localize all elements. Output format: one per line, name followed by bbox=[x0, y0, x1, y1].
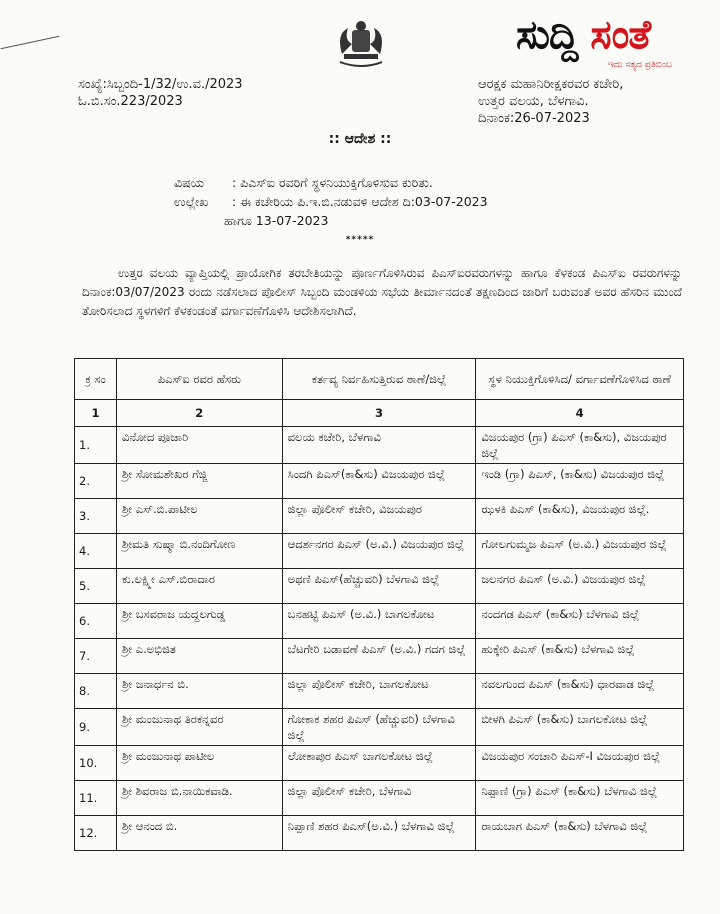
cell-current-station: ಆದರ್ಶನಗರ ಪಿಎಸ್ (ಅ.ವಿ.) ವಿಜಯಪುರ ಜಿಲ್ಲೆ bbox=[282, 534, 476, 569]
cell-serial: 10. bbox=[75, 746, 117, 781]
cell-new-station: ರಾಯಬಾಗ ಪಿಎಸ್ (ಕಾ&ಸು) ಬೆಳಗಾವಿ ಜಿಲ್ಲೆ bbox=[476, 816, 684, 851]
table-header-row bbox=[75, 359, 684, 400]
office-block bbox=[478, 76, 623, 127]
reference-text-continued: ಹಾಗೂ 13-07-2023 bbox=[224, 213, 329, 228]
cell-current-station: ಗೋಕಾಕ ಶಹರ ಪಿಎಸ್ (ಹೆಚ್ಚುವರಿ) ಬೆಳಗಾವಿ ಜಿಲ್ಲೆ bbox=[282, 709, 476, 746]
column-number: 1 bbox=[75, 400, 117, 427]
brand-part1: ಸುದ್ದಿ bbox=[516, 12, 578, 58]
brand-part2: ಸಂತೆ bbox=[590, 12, 651, 58]
order-title: :: ಆದೇಶ :: bbox=[328, 131, 392, 147]
cell-officer-name: ಶ್ರೀ ಎ.ಅಭಿಜಿತ bbox=[116, 639, 282, 674]
cell-current-station: ಬನಹಟ್ಟಿ ಪಿಎಸ್ (ಅ.ವಿ.) ಬಾಗಲಕೋಟ bbox=[282, 604, 476, 639]
cell-serial: 12. bbox=[75, 816, 117, 851]
cell-serial: 9. bbox=[75, 709, 117, 746]
cell-new-station: ಝಳಕಿ ಪಿಎಸ್ (ಕಾ&ಸು), ವಿಜಯಪುರ ಜಿಲ್ಲೆ. bbox=[476, 499, 684, 534]
cell-current-station: ಜಿಲ್ಲಾ ಪೊಲೀಸ್ ಕಚೇರಿ, ಬಾಗಲಕೋಟ bbox=[282, 674, 476, 709]
cell-current-station: ಸಿಂದಗಿ ಪಿಎಸ್(ಕಾ&ಸು) ವಿಜಯಪುರ ಜಿಲ್ಲೆ bbox=[282, 464, 476, 499]
table-row bbox=[75, 569, 684, 604]
table-row bbox=[75, 499, 684, 534]
cell-serial: 4. bbox=[75, 534, 117, 569]
table-row bbox=[75, 709, 684, 746]
column-number: 4 bbox=[476, 400, 684, 427]
table-row bbox=[75, 781, 684, 816]
cell-current-station: ನಿಪ್ಪಾಣಿ ಶಹರ ಪಿಎಸ್(ಅ.ವಿ.) ಬೆಳಗಾವಿ ಜಿಲ್ಲೆ bbox=[282, 816, 476, 851]
cell-current-station: ಲೋಕಾಪುರ ಪಿಎಸ್ ಬಾಗಲಕೋಟ ಜಿಲ್ಲೆ bbox=[282, 746, 476, 781]
cell-serial: 6. bbox=[75, 604, 117, 639]
cell-new-station: ನಂದಗಡ ಪಿಎಸ್ (ಕಾ&ಸು) ಬೆಳಗಾವಿ ಜಿಲ್ಲೆ bbox=[476, 604, 684, 639]
cell-officer-name: ಕು.ಲಕ್ಷ್ಮೀ ಎಸ್.ಬಿರಾದಾರ bbox=[116, 569, 282, 604]
table-row bbox=[75, 639, 684, 674]
cell-officer-name: ಶ್ರೀ ಮಂಜುನಾಥ ಪಾಟೀಲ bbox=[116, 746, 282, 781]
cell-officer-name: ಶ್ರೀ ಆನಂದ ಬಿ. bbox=[116, 816, 282, 851]
reference-label: ಉಲ್ಲೇಖ bbox=[174, 194, 209, 209]
table-row bbox=[75, 534, 684, 569]
cell-new-station: ವಿಜಯಪುರ ಸಂಚಾರಿ ಪಿಎಸ್-I ವಿಜಯಪುರ ಜಿಲ್ಲೆ bbox=[476, 746, 684, 781]
header-name: ಪಿಎಸ್‌ಐ ರವರ ಹೆಸರು bbox=[116, 359, 282, 400]
cell-serial: 1. bbox=[75, 427, 117, 464]
cell-serial: 7. bbox=[75, 639, 117, 674]
table-row bbox=[75, 816, 684, 851]
subject-block bbox=[174, 173, 488, 230]
order-paragraph: ಉತ್ತರ ವಲಯ ವ್ಯಾಪ್ತಿಯಲ್ಲಿ ಪ್ರಾಯೋಗಿಕ ತರಬೇತಿಯನ್ನು ಪೂರ್ಣಗೊಳಿಸಿರುವ ಪಿಎಸ್‌ಐರವರುಗಳನ್ನು ಹಾಗೂ ಕೆಳಕಂಡ ಪಿಎಸ್‌ಐ ರವರುಗಳನ್ನು ದಿನಾಂಕ:03/07/2023 ರಂದು ನಡೆಸಲಾದ ಪೊಲೀಸ್ ಸಿಬ್ಬಂದಿ ಮಂಡಳಿಯ ಸಭೆಯ ತೀರ್ಮಾನದಂತೆ ತಕ್ಷಣದಿಂದ ಜಾರಿಗೆ ಬರುವಂತೆ ಅವರ ಹೆಸರಿನ ಮುಂದೆ ತೋರಿಸಲಾದ ಸ್ಥಳಗಳಿಗೆ ಕೆಳಕಂಡಂತೆ ವರ್ಗಾವಣೆಗೊಳಿಸಿ ಆದೇಶಿಸಲಾಗಿದೆ. bbox=[82, 266, 682, 318]
cell-officer-name: ಶ್ರೀ ಜನಾರ್ಧನ ಬಿ. bbox=[116, 674, 282, 709]
reference-block bbox=[78, 76, 243, 110]
cell-current-station: ಜಿಲ್ಲಾ ಪೊಲೀಸ್ ಕಚೇರಿ, ವಿಜಯಪುರ bbox=[282, 499, 476, 534]
subject-label: ವಿಷಯ bbox=[174, 175, 204, 190]
cell-officer-name: ಶ್ರೀ ಎಸ್.ಬಿ.ಪಾಟೀಲ bbox=[116, 499, 282, 534]
brand-title bbox=[516, 12, 650, 58]
cell-officer-name: ಶ್ರೀ ಬಸವರಾಜ ಯದ್ದಲಗುಡ್ಡ bbox=[116, 604, 282, 639]
table-row bbox=[75, 427, 684, 464]
table-row bbox=[75, 604, 684, 639]
cell-serial: 8. bbox=[75, 674, 117, 709]
margin-mark bbox=[1, 36, 60, 49]
office-location: ಉತ್ತರ ವಲಯ, ಬೆಳಗಾವಿ. bbox=[478, 94, 589, 109]
cell-new-station: ಬೀಳಗಿ ಪಿಎಸ್ (ಕಾ&ಸು) ಬಾಗಲಕೋಟ ಜಿಲ್ಲೆ bbox=[476, 709, 684, 746]
reference-text: : ಈ ಕಚೇರಿಯ ಪಿ.ಇ.ಬಿ.ನಡುವಳಿ ಆದೇಶ ದಿ:03-07-2023 bbox=[232, 194, 488, 209]
table-row bbox=[75, 674, 684, 709]
cell-officer-name: ಶ್ರೀ ಮಂಜುನಾಥ ತಿರಕನ್ನವರ bbox=[116, 709, 282, 746]
cell-current-station: ಅಥಣಿ ಪಿಎಸ್(ಹೆಚ್ಚುವರಿ) ಬೆಳಗಾವಿ ಜಿಲ್ಲೆ bbox=[282, 569, 476, 604]
cell-new-station: ನವಲಗುಂದ ಪಿಎಸ್ (ಕಾ&ಸು) ಧಾರವಾಡ ಜಿಲ್ಲೆ bbox=[476, 674, 684, 709]
cell-officer-name: ಶ್ರೀಮತಿ ಸುಷ್ಮಾ ಬಿ.ನಂದಿಗೋಣ bbox=[116, 534, 282, 569]
table-column-number-row bbox=[75, 400, 684, 427]
cell-new-station: ಜಲನಗರ ಪಿಎಸ್ (ಅ.ವಿ.) ವಿಜಯಪುರ ಜಿಲ್ಲೆ bbox=[476, 569, 684, 604]
cell-current-station: ವಲಯ ಕಚೇರಿ, ಬೆಳಗಾವಿ bbox=[282, 427, 476, 464]
cell-serial: 2. bbox=[75, 464, 117, 499]
cell-current-station: ಬೆಟಗೇರಿ ಬಡಾವಣೆ ಪಿಎಸ್ (ಅ.ವಿ.) ಗದಗ ಜಿಲ್ಲೆ bbox=[282, 639, 476, 674]
transfer-table bbox=[74, 358, 684, 851]
cell-new-station: ಹುಕ್ಕೇರಿ ಪಿಎಸ್ (ಕಾ&ಸು) ಬೆಳಗಾವಿ ಜಿಲ್ಲೆ bbox=[476, 639, 684, 674]
table-row bbox=[75, 464, 684, 499]
brand-tagline: ಇದು ಸತ್ಯದ ಪ್ರತಿಬಿಂಬ bbox=[608, 60, 672, 70]
cell-serial: 11. bbox=[75, 781, 117, 816]
cell-officer-name: ವಿನೋದ ಪೂಜಾರಿ bbox=[116, 427, 282, 464]
header-current-station: ಕರ್ತವ್ಯ ನಿರ್ವಹಿಸುತ್ತಿರುವ ಠಾಣೆ/ಜಿಲ್ಲೆ bbox=[282, 359, 476, 400]
cell-current-station: ಜಿಲ್ಲಾ ಪೊಲೀಸ್ ಕಚೇರಿ, ಬೆಳಗಾವಿ bbox=[282, 781, 476, 816]
table-row bbox=[75, 746, 684, 781]
column-number: 3 bbox=[282, 400, 476, 427]
ob-number: ಓ.ಬಿ.ಸಂ.223/2023 bbox=[78, 94, 183, 109]
cell-serial: 5. bbox=[75, 569, 117, 604]
cell-new-station: ನಿಪ್ಪಾಣಿ (ಗ್ರಾ) ಪಿಎಸ್ (ಕಾ&ಸು) ಬೆಳಗಾವಿ ಜಿಲ್ಲೆ bbox=[476, 781, 684, 816]
brand-logo bbox=[512, 12, 712, 76]
reference-number: ಸಂಖ್ಯೆ:ಸಿಬ್ಬಂದಿ-1/32/ಉ.ವ./2023 bbox=[78, 77, 243, 92]
cell-officer-name: ಶ್ರೀ ಶಿವರಾಜ ಬಿ.ನಾಯಿಕವಾಡಿ. bbox=[116, 781, 282, 816]
cell-new-station: ಇಂಡಿ (ಗ್ರಾ) ಪಿಎಸ್, (ಕಾ&ಸು) ವಿಜಯಪುರ ಜಿಲ್ಲೆ bbox=[476, 464, 684, 499]
header-new-station: ಸ್ಥಳ ನಿಯುಕ್ತಿಗೊಳಿಸಿದ/ ವರ್ಗಾವಣೆಗೊಳಿಸಿದ ಠಾಣೆ bbox=[476, 359, 684, 400]
cell-serial: 3. bbox=[75, 499, 117, 534]
column-number: 2 bbox=[116, 400, 282, 427]
order-date: ದಿನಾಂಕ:26-07-2023 bbox=[478, 111, 590, 126]
office-name: ಆರಕ್ಷಕ ಮಹಾನಿರೀಕ್ಷಕರವರ ಕಚೇರಿ, bbox=[478, 77, 624, 92]
cell-new-station: ವಿಜಯಪುರ (ಗ್ರಾ) ಪಿಎಸ್ (ಕಾ&ಸು), ವಿಜಯಪುರ ಜಿಲ್ಲೆ bbox=[476, 427, 684, 464]
subject-text: : ಪಿಎಸ್‌ಐ ರವರಿಗೆ ಸ್ಥಳನಿಯುಕ್ತಿಗೊಳಿಸುವ ಕುರಿತು. bbox=[232, 175, 433, 190]
cell-officer-name: ಶ್ರೀ ಸೋಮಶೇಖರ ಗೆಜ್ಜಿ bbox=[116, 464, 282, 499]
separator-stars: ***** bbox=[345, 235, 375, 245]
cell-new-station: ಗೋಲಗುಮ್ಮಜ ಪಿಎಸ್ (ಅ.ವಿ.) ವಿಜಯಪುರ ಜಿಲ್ಲೆ bbox=[476, 534, 684, 569]
header-serial: ಕ್ರ ಸಂ bbox=[75, 359, 117, 400]
